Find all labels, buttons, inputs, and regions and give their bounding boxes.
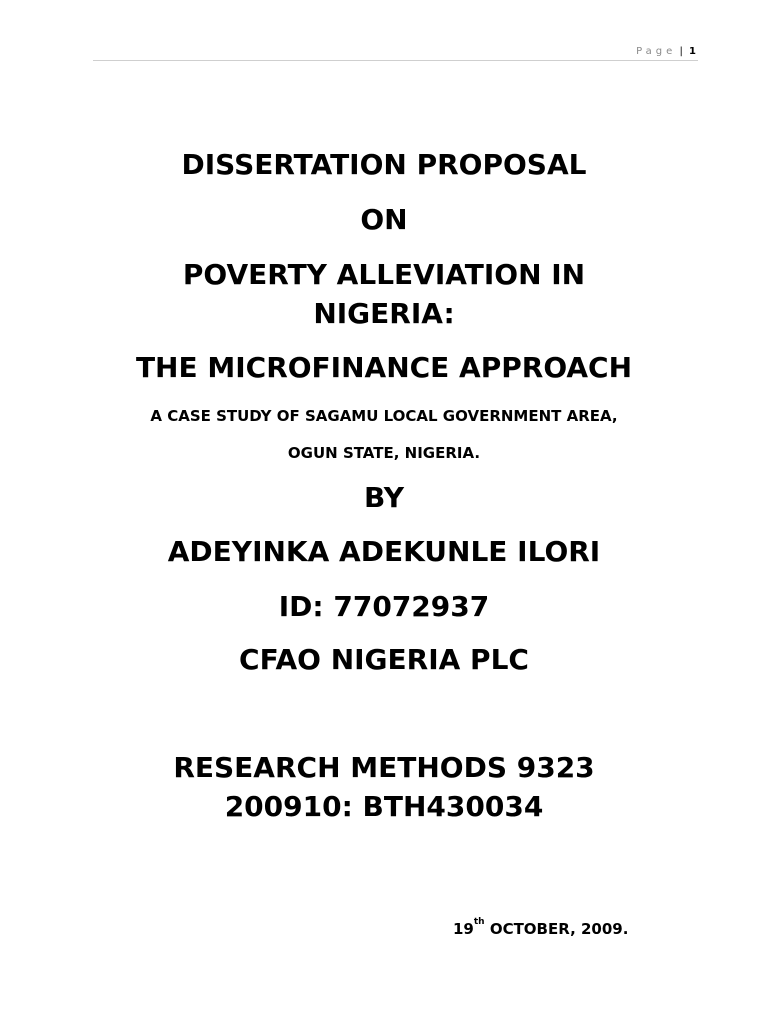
course-code: 200910: BTH430034	[224, 790, 544, 823]
title-on: ON	[360, 203, 408, 236]
case-study-line-1: A CASE STUDY OF SAGAMU LOCAL GOVERNMENT AREA,	[150, 407, 618, 425]
course-research-methods: RESEARCH METHODS 9323	[173, 751, 595, 784]
page-word: Page	[636, 46, 677, 57]
page-number-label	[636, 46, 696, 57]
title-nigeria: NIGERIA:	[313, 297, 455, 330]
case-study-line-2: OGUN STATE, NIGERIA.	[287, 444, 481, 462]
date-day: 19	[453, 920, 474, 938]
document-date	[453, 917, 629, 938]
author-id: ID: 77072937	[278, 590, 490, 623]
date-month-year: OCTOBER, 2009.	[484, 920, 629, 938]
title-poverty-alleviation: POVERTY ALLEVIATION IN	[182, 258, 586, 291]
page-number: 1	[689, 46, 696, 57]
author-by: BY	[363, 481, 405, 514]
page-separator: |	[679, 46, 683, 57]
title-dissertation-proposal: DISSERTATION PROPOSAL	[181, 148, 587, 181]
date-ordinal-suffix: th	[473, 917, 485, 927]
page-header	[93, 40, 698, 61]
author-organization: CFAO NIGERIA PLC	[239, 643, 529, 676]
author-name: ADEYINKA ADEKUNLE ILORI	[167, 535, 601, 568]
title-microfinance-approach: THE MICROFINANCE APPROACH	[135, 351, 633, 384]
